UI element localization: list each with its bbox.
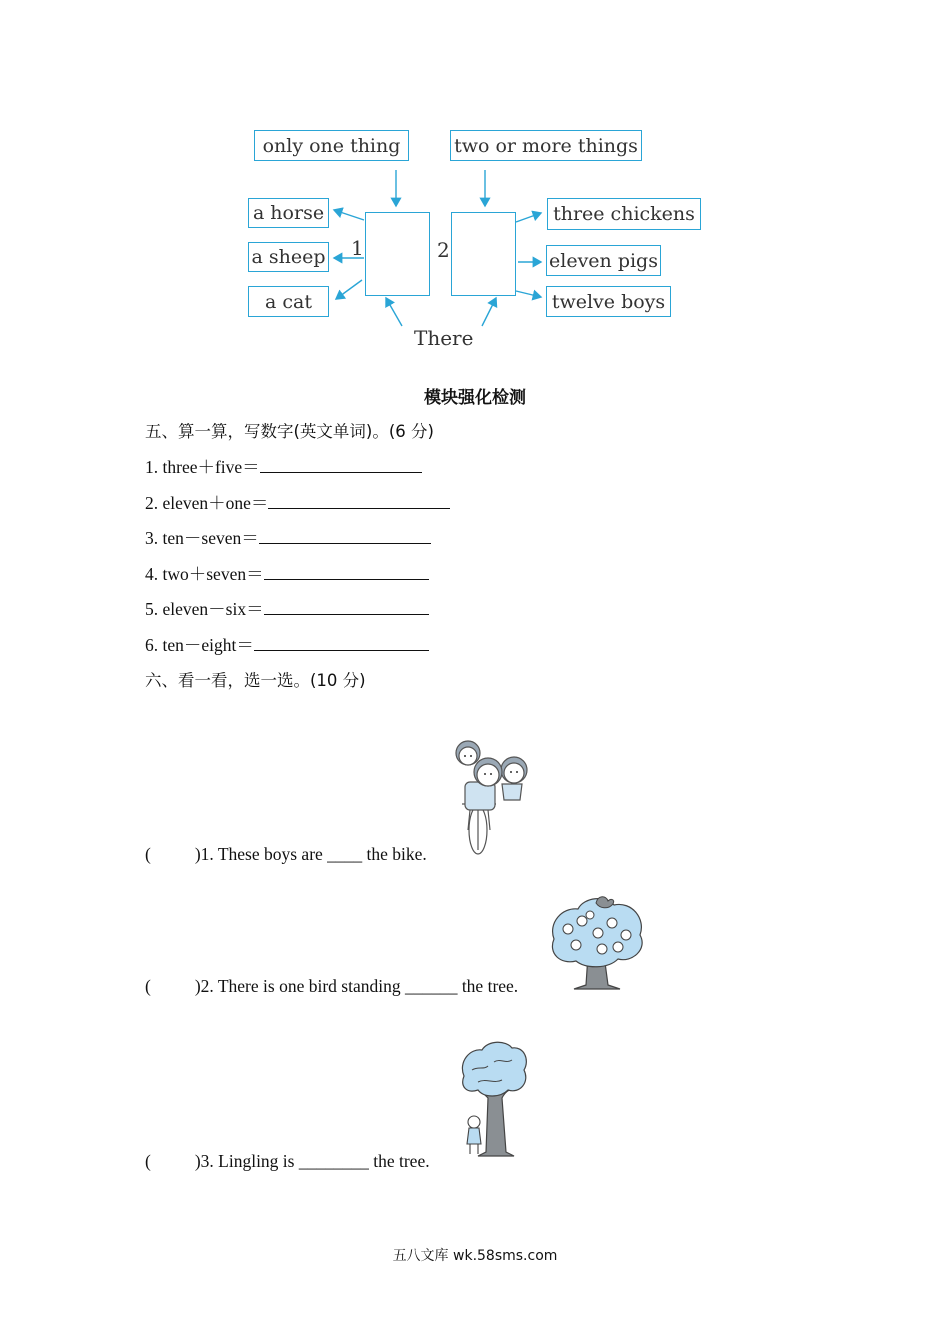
box-two-or-more-things: two or more things <box>450 130 642 161</box>
box-number-2: 2 <box>437 238 450 262</box>
footer-watermark: 五八文库 wk.58sms.com <box>392 1248 558 1264</box>
q3-text: 3. Lingling is ________ the tree. <box>200 1151 430 1171</box>
q1-open-paren: ( <box>145 844 151 864</box>
arrow-boys <box>516 291 541 297</box>
box-a-cat: a cat <box>248 286 329 317</box>
diagram-arrows <box>0 0 950 360</box>
q2-open-paren: ( <box>145 976 151 996</box>
boys-on-bike-picture <box>448 738 538 860</box>
calc-item-text: 6. ten－eight＝ <box>145 635 254 655</box>
arrow-horse <box>334 210 364 220</box>
word-there: There <box>414 326 474 350</box>
calc-item-6 <box>145 632 429 657</box>
arrow-cat <box>336 280 362 299</box>
calc-item-text: 4. two＋seven＝ <box>145 564 264 584</box>
question-1 <box>145 844 427 865</box>
calc-item-text: 1. three＋five＝ <box>145 457 260 477</box>
box-eleven-pigs: eleven pigs <box>546 245 661 276</box>
calc-item-text: 2. eleven＋one＝ <box>145 493 269 513</box>
calc-item-text: 3. ten－seven＝ <box>145 528 259 548</box>
calc-item-text: 5. eleven－six＝ <box>145 599 264 619</box>
question-2 <box>145 976 518 997</box>
q3-close-paren: ) <box>194 1151 201 1171</box>
arrow-there-right <box>482 298 496 326</box>
answer-blank[interactable] <box>264 599 429 615</box>
answer-blank[interactable] <box>268 493 450 509</box>
question-3 <box>145 1151 430 1172</box>
calc-item-4 <box>145 561 429 586</box>
section6-heading: 六、看一看，选一选。(10 分) <box>145 671 366 690</box>
box-only-one-thing: only one thing <box>254 130 409 161</box>
q1-text: 1. These boys are ____ the bike. <box>200 844 427 864</box>
q3-open-paren: ( <box>145 1151 151 1171</box>
q2-text: 2. There is one bird standing ______ the tree. <box>200 976 519 996</box>
box-number-1: 1 <box>351 236 364 260</box>
box-a-horse: a horse <box>248 198 329 228</box>
girl-under-tree-picture <box>458 1040 530 1160</box>
answer-blank[interactable] <box>259 528 431 544</box>
box-a-sheep: a sheep <box>248 242 329 272</box>
calc-item-1 <box>145 454 422 479</box>
apple-tree-with-bird-picture <box>546 893 648 993</box>
answer-blank[interactable] <box>254 635 429 651</box>
calc-item-5 <box>145 596 429 621</box>
arrow-chickens <box>516 213 541 222</box>
calc-item-2 <box>145 490 450 515</box>
q1-close-paren: ) <box>194 844 201 864</box>
q2-close-paren: ) <box>194 976 201 996</box>
answer-blank[interactable] <box>260 457 422 473</box>
section5-heading: 五、算一算，写数字(英文单词)。(6 分) <box>145 422 434 441</box>
answer-blank[interactable] <box>264 564 429 580</box>
answer-box-1 <box>365 212 430 296</box>
answer-box-2 <box>451 212 516 296</box>
box-three-chickens: three chickens <box>547 198 701 230</box>
arrow-there-left <box>386 298 402 326</box>
box-twelve-boys: twelve boys <box>546 286 671 317</box>
calc-item-3 <box>145 525 431 550</box>
page-title: 模块强化检测 <box>424 388 526 408</box>
